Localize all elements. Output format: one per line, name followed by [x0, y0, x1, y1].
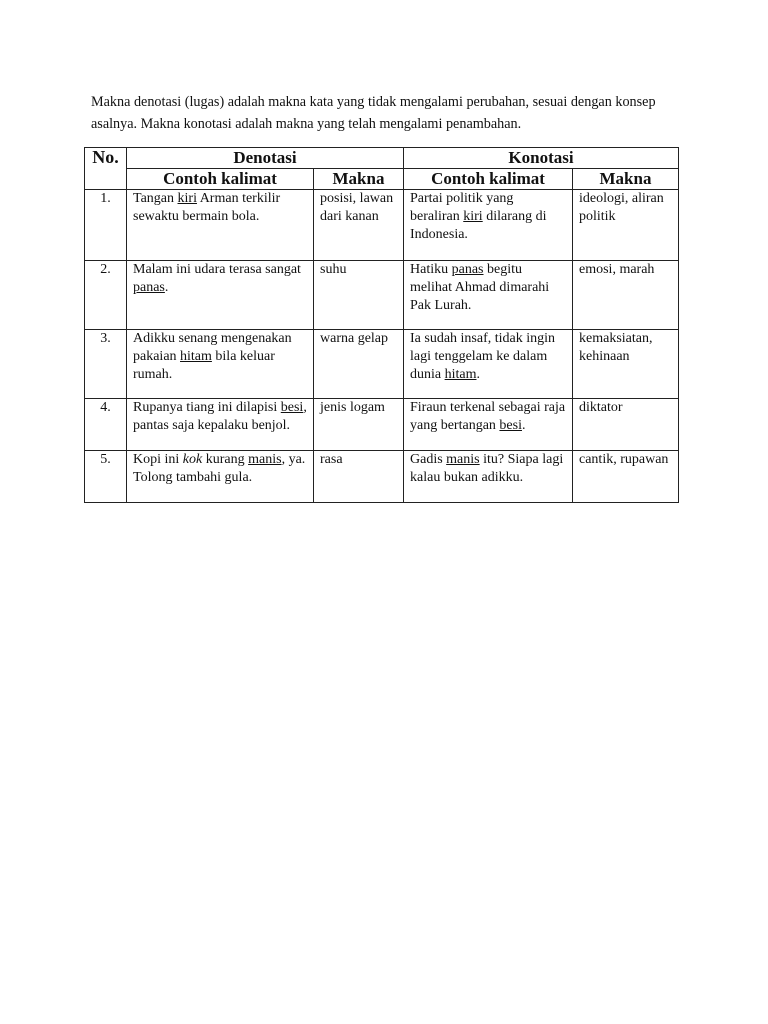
row-number: 1. — [85, 190, 127, 261]
denotasi-meaning: suhu — [314, 261, 404, 330]
denotasi-meaning: warna gelap — [314, 330, 404, 399]
denotasi-meaning: jenis logam — [314, 399, 404, 451]
denotasi-sentence — [127, 330, 314, 399]
key-word: kiri — [177, 191, 197, 206]
sentence-text: itu? Siapa lagi kalau bukan adikku. — [410, 452, 564, 485]
key-word: manis — [446, 452, 480, 467]
table-row — [85, 330, 679, 399]
key-word: hitam — [444, 367, 477, 382]
sentence-text: Arman terkilir sewaktu bermain bola. — [133, 191, 281, 224]
sentence-text: Ia sudah insaf, tidak ingin lagi tenggelam ke dalam dunia — [410, 331, 556, 382]
key-word: besi — [280, 400, 304, 415]
sentence-text: Malam ini udara terasa sangat — [133, 262, 301, 277]
italic-word: kok — [182, 452, 203, 467]
header-no: No. — [85, 148, 127, 190]
sentence-text: Firaun terkenal sebagai raja yang bertangan — [410, 400, 566, 433]
header-konotasi: Konotasi — [404, 148, 679, 169]
denotasi-sentence — [127, 261, 314, 330]
sentence-text: . — [521, 418, 526, 433]
konotasi-meaning: diktator — [573, 399, 679, 451]
sentence-text: dilarang di Indonesia. — [410, 209, 547, 242]
sentence-text: Adikku senang mengenakan pakaian — [133, 331, 292, 364]
sentence-text: begitu melihat Ahmad dimarahi Pak Lurah. — [410, 262, 550, 313]
konotasi-sentence — [404, 330, 573, 399]
konotasi-sentence — [404, 190, 573, 261]
table-row — [85, 399, 679, 451]
row-number: 2. — [85, 261, 127, 330]
header-denotasi-makna: Makna — [314, 169, 404, 190]
konotasi-meaning: emosi, marah — [573, 261, 679, 330]
header-denotasi: Denotasi — [127, 148, 404, 169]
header-konotasi-makna: Makna — [573, 169, 679, 190]
table-row — [85, 190, 679, 261]
sentence-text: Rupanya tiang ini dilapisi — [133, 400, 281, 415]
key-word: manis — [248, 452, 282, 467]
sentence-text: Hatiku — [410, 262, 452, 277]
header-konotasi-contoh: Contoh kalimat — [404, 169, 573, 190]
konotasi-sentence — [404, 451, 573, 503]
denotasi-sentence — [127, 399, 314, 451]
intro-paragraph: Makna denotasi (lugas) adalah makna kata yang tidak mengalami perubahan, sesuai dengan konsep asalnya. Makna konotasi adalah makna yang telah mengalami penambahan. — [91, 94, 656, 132]
sentence-text: , ya. Tolong tambahi gula. — [133, 452, 306, 485]
konotasi-sentence — [404, 261, 573, 330]
row-number: 4. — [85, 399, 127, 451]
sentence-text: Gadis — [410, 452, 447, 467]
sentence-text: bila keluar rumah. — [133, 349, 275, 382]
sentence-text: Tangan — [133, 191, 178, 206]
key-word: hitam — [180, 349, 212, 364]
sentence-text: Kopi ini — [133, 452, 183, 467]
sentence-text: . — [476, 367, 480, 382]
key-word: besi — [499, 418, 522, 433]
key-word: panas — [133, 280, 165, 295]
sentence-text: , pantas saja kepalaku benjol. — [133, 400, 307, 433]
sentence-text: Partai politik yang beraliran — [410, 191, 514, 224]
row-number: 5. — [85, 451, 127, 503]
konotasi-meaning: ideologi, aliran politik — [573, 190, 679, 261]
sentence-text: kurang — [202, 452, 249, 467]
sentence-text: . — [164, 280, 169, 295]
denotasi-sentence — [127, 451, 314, 503]
key-word: panas — [451, 262, 484, 277]
konotasi-sentence — [404, 399, 573, 451]
row-number: 3. — [85, 330, 127, 399]
konotasi-meaning: kemaksiatan, kehinaan — [573, 330, 679, 399]
header-denotasi-contoh: Contoh kalimat — [127, 169, 314, 190]
konotasi-meaning: cantik, rupawan — [573, 451, 679, 503]
key-word: kiri — [463, 209, 483, 224]
denotasi-meaning: rasa — [314, 451, 404, 503]
denotasi-sentence — [127, 190, 314, 261]
table-row — [85, 451, 679, 503]
denotasi-konotasi-table — [84, 147, 679, 503]
denotasi-meaning: posisi, lawan dari kanan — [314, 190, 404, 261]
table-row — [85, 261, 679, 330]
